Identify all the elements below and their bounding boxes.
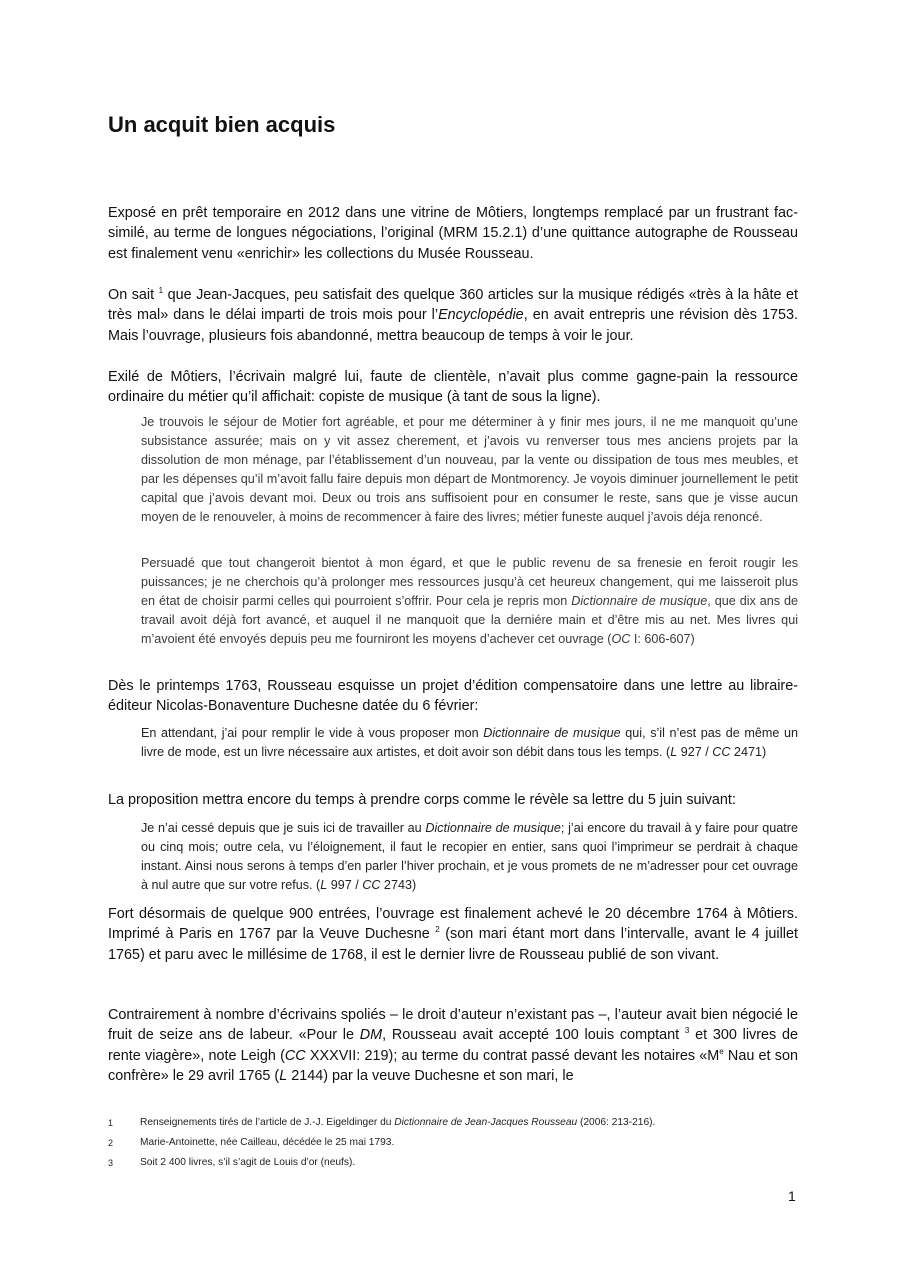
- paragraph-text: Exposé en prêt temporaire en 2012 dans une vitrine de Môtiers, longtemps remplacé par un frustrant fac-similé, au terme de longues négociations, l’original (MRM 15.2.1) d’une quittance autographe de Rousseau est finalement venu «enrichir» les collections du Musée Rousseau.: [108, 205, 798, 262]
- reference: 2471): [730, 745, 767, 759]
- reference: 2743): [380, 878, 417, 892]
- footnote-ref-2[interactable]: 2: [435, 925, 440, 935]
- paragraph-text: et 300 livres de rente viagère», note Leigh (: [108, 1027, 799, 1064]
- paragraph-text: , Rousseau avait accepté 100 louis comptant: [382, 1027, 685, 1044]
- italic-title: Dictionnaire de musique: [425, 821, 561, 835]
- footnote-text: Renseignements tirés de l’article de J.-J. Eigeldinger du: [140, 1117, 395, 1128]
- quote-text: En attendant, j’ai pour remplir le vide à vous proposer mon: [141, 726, 484, 740]
- reference-abbrev: CC: [712, 745, 731, 759]
- block-quote-letter-1: [141, 724, 798, 762]
- paragraph-exile: [108, 367, 798, 408]
- reference-abbrev: DM: [359, 1027, 383, 1044]
- paragraph-proposition: [108, 790, 798, 810]
- paragraph-printemps: [108, 676, 798, 717]
- superscript: e: [719, 1047, 724, 1057]
- paragraph-text: Dès le printemps 1763, Rousseau esquisse un projet d’édition compensatoire dans une lettre au libraire-éditeur Nicolas-Bonaventure Duchesne datée du 6 février:: [108, 678, 798, 715]
- reference-abbrev: L: [320, 878, 328, 892]
- page-title: Un acquit bien acquis: [108, 112, 336, 137]
- reference-abbrev: CC: [362, 878, 381, 892]
- reference-abbrev: L: [670, 745, 678, 759]
- paragraph-text: On sait: [108, 287, 159, 303]
- quote-text: Je n’ai cessé depuis que je suis ici de travailler au: [141, 821, 426, 835]
- block-quote-confessions-2: [141, 554, 798, 649]
- quote-text: ; j’ai encore du travail à y faire pour quatre ou cinq mois; outre cela, vu l’éloignement, il faut le recopier en entier, sans quoi l’imprimeur se perdrait à chaque instant. Ainsi nous serons à temps d’en parler l’hiver prochain, et je vous promets de ne m’adresser pour cet ouvrage à nul autre que sur votre refus. (: [141, 821, 798, 892]
- reference: I: 606-607): [630, 632, 695, 646]
- footnote-text: Soit 2 400 livres, s’il s’agit de Louis d’or (neufs).: [140, 1157, 356, 1168]
- footnote-ref-3[interactable]: 3: [684, 1026, 690, 1036]
- footnote-text: (2006: 213-216).: [577, 1117, 656, 1128]
- italic-title: Dictionnaire de musique: [483, 726, 621, 740]
- page-number: 1: [788, 1188, 796, 1204]
- footnote-2: [108, 1136, 798, 1150]
- paragraph-text: XXXVII: 219); au terme du contrat passé devant les notaires «M: [305, 1047, 720, 1064]
- footnote-number: 2: [108, 1138, 114, 1148]
- paragraph-text: Fort désormais de quelque 900 entrées, l’ouvrage est finalement achevé le 20 décembre 1764 à Môtiers. Imprimé à Paris en 1767 par la Veuve Duchesne: [108, 906, 798, 943]
- reference-abbrev: CC: [284, 1047, 306, 1064]
- footnote-ref-1[interactable]: 1: [158, 286, 164, 296]
- paragraph-contrat: [108, 1005, 798, 1087]
- italic-title: Dictionnaire de musique: [571, 594, 708, 608]
- quote-text: Je trouvois le séjour de Motier fort agréable, et pour me déterminer à y finir mes jours, il ne me manquoit qu’une subsistance assurée; mais on y vit assez cherement, et j’avois vu renverser tous mes anciens projets par la dissolution de mon ménage, par l’établissement d’un nouveau, par la vente ou dissipation de tous mes meubles, et par les dépenses qu’il m’avoit fallu faire depuis mon départ de Montmorency. Je voyois diminuer journellement le petit capital que j’avois devant moi. Deux ou trois ans suffisoient pour en consumer le reste, sans que je visse aucun moyen de le renouveler, à moins de recommencer à faire des livres; métier funeste auquel j’avois déja renoncé.: [141, 415, 798, 524]
- quote-text: Persuadé que tout changeroit bientot à mon égard, et que le public revenu de sa frenesie en feroit rougir les puissances; je ne cherchois qu’à prolonger mes ressources jusqu’à cet heureux changement, qui me laisseroit plus en état de choisir parmi celles qui pourroient s’offrir. Pour cela je repris mon: [141, 556, 798, 608]
- paragraph-text: Exilé de Môtiers, l’écrivain malgré lui, faute de clientèle, n’avait plus comme gagne-pain la ressource ordinaire du métier qu’il affichait: copiste de musique (à tant de sous la ligne).: [108, 369, 798, 406]
- paragraph-text: 2144) par la veuve Duchesne et son mari, le: [287, 1068, 574, 1085]
- block-quote-letter-2: [141, 819, 798, 895]
- reference: 927 /: [677, 745, 713, 759]
- quote-text: , que dix ans de travail avoit déjà fort avancé, et auquel il ne manquoit que la derniére main et d’être mis au net. Mes livres qui m’avoient été envoyés depuis peu me fourniront les moyens d’achever cet ouvrage (: [141, 594, 799, 646]
- paragraph-text: Contrairement à nombre d’écrivains spoliés – le droit d’auteur n’existant pas –, l’auteur avait bien négocié le fruit de seize ans de labeur. «Pour le: [108, 1007, 798, 1044]
- paragraph-text: , en avait entrepris une révision dès 1753. Mais l’ouvrage, plusieurs fois abandonné, mettra beaucoup de temps à voir le jour.: [108, 307, 798, 344]
- reference-abbrev: OC: [611, 632, 631, 646]
- footnote-1: [108, 1116, 798, 1130]
- paragraph-intro: [108, 203, 798, 264]
- paragraph-encyclopedie: [108, 285, 798, 346]
- block-quote-confessions-1: [141, 413, 798, 527]
- quote-text: qui, s’il n’est pas de même un livre de mode, est un livre nécessaire aux artistes, et doit avoir son débit dans tous les temps. (: [141, 726, 798, 759]
- reference: 997 /: [327, 878, 363, 892]
- paragraph-text: que Jean-Jacques, peu satisfait des quelque 360 articles sur la musique rédigés «très à la hâte et très mal» dans le délai imparti de trois mois pour l’: [108, 287, 799, 324]
- reference-abbrev: L: [279, 1068, 288, 1085]
- footnote-text: Marie-Antoinette, née Cailleau, décédée le 25 mai 1793.: [140, 1137, 395, 1148]
- paragraph-achevement: [108, 904, 798, 965]
- paragraph-text: Nau et son confrère» le 29 avril 1765 (: [108, 1047, 798, 1085]
- paragraph-text: La proposition mettra encore du temps à prendre corps comme le révèle sa lettre du 5 juin suivant:: [108, 792, 736, 808]
- footnote-3: [108, 1156, 798, 1170]
- italic-title: Encyclopédie: [438, 307, 524, 324]
- footnote-number: 3: [108, 1158, 114, 1168]
- italic-title: Dictionnaire de Jean-Jacques Rousseau: [394, 1117, 578, 1128]
- paragraph-text: (son mari étant mort dans l’intervalle, avant le 4 juillet 1765) et paru avec le millésime de 1768, il est le dernier livre de Rousseau publié de son vivant.: [108, 926, 798, 963]
- footnote-number: 1: [108, 1118, 114, 1128]
